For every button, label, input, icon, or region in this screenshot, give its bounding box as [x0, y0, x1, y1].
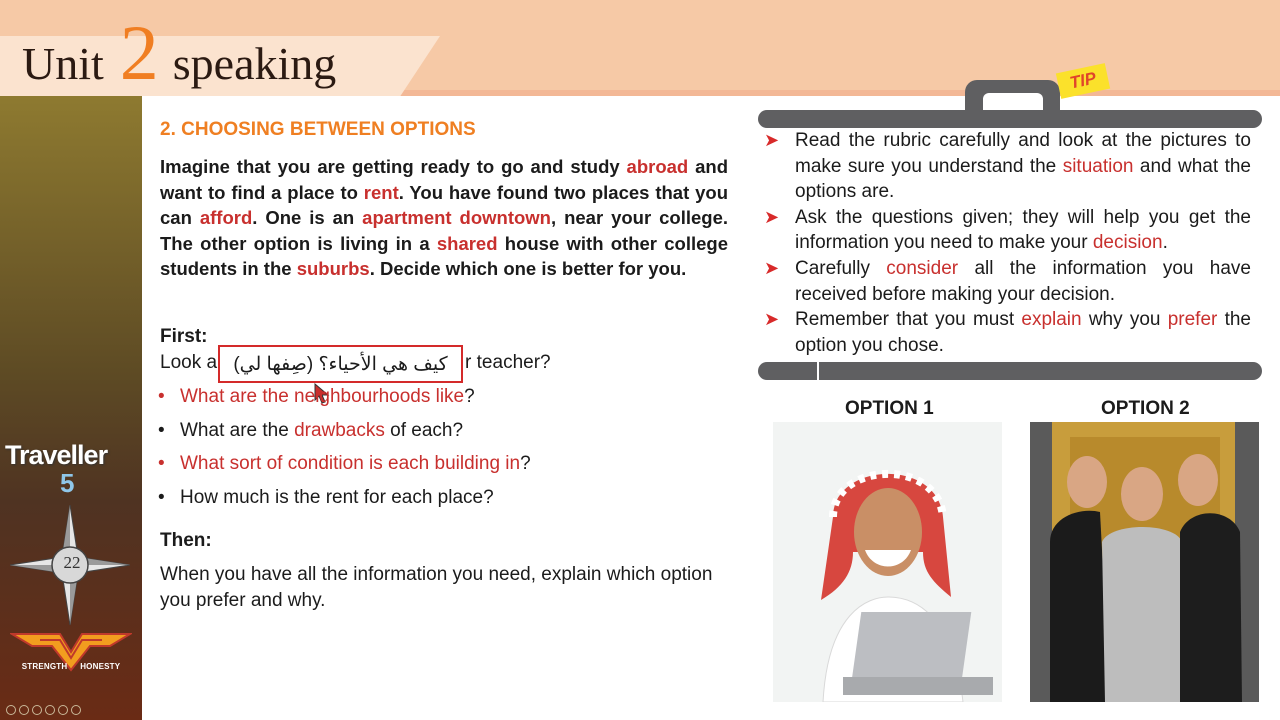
tip-text: Remember that you must	[795, 309, 1022, 331]
tip-highlight: consider	[886, 257, 959, 279]
intro-highlight: rent	[363, 181, 399, 203]
tip-item	[764, 256, 1251, 307]
page-number: 22	[63, 553, 81, 572]
intro-text: Imagine that you are getting ready to go and study	[160, 156, 627, 177]
question-item	[158, 451, 758, 485]
then-text: When you have all the information you need, explain which option you prefer and why.	[160, 564, 713, 611]
bullet-icon: •	[158, 419, 165, 441]
intro-text: house with other college students in the	[160, 232, 728, 280]
tip-highlight: situation	[1062, 155, 1134, 177]
intro-text: and want to find a place to	[160, 156, 728, 203]
arrow-icon: ➤	[764, 257, 780, 278]
tip-text: the option you chose.	[795, 309, 1251, 356]
tip-highlight: prefer	[1167, 309, 1218, 331]
option1-photo	[773, 422, 1002, 702]
intro-text: . One is an	[252, 207, 363, 229]
arrow-icon: ➤	[764, 206, 780, 227]
control-icon[interactable]	[32, 705, 42, 715]
intro-text: . Decide which one is better for you.	[369, 258, 687, 280]
tip-text: Read the rubric carefully and look at the pictures to make sure you understand the	[795, 130, 1251, 177]
question-text: drawbacks	[294, 419, 385, 441]
intro-highlight: afford	[199, 207, 253, 229]
section-title: 2. CHOOSING BETWEEN OPTIONS	[160, 119, 476, 140]
intro-paragraph	[160, 154, 728, 282]
question-text: ?	[520, 453, 531, 475]
tip-text: and what the options are.	[795, 155, 1251, 203]
look-suffix: r teacher?	[465, 352, 551, 373]
bullet-icon: •	[158, 386, 165, 407]
tip-tag: TIP	[1056, 63, 1110, 99]
tip-bottom-bar	[758, 362, 1262, 380]
intro-text: . You have found two places that you can	[160, 181, 728, 229]
control-icon[interactable]	[45, 705, 55, 715]
option1-label: OPTION 1	[845, 398, 934, 419]
student-with-laptop-illustration	[773, 422, 1002, 702]
tip-highlight: decision	[1092, 232, 1163, 254]
tip-item	[764, 128, 1251, 205]
question-text: What are the neighbourhoods like	[180, 386, 465, 407]
unit-number: 2	[119, 9, 159, 96]
three-students-illustration	[1030, 422, 1259, 702]
tip-text: Carefully	[795, 257, 887, 279]
question-text: of each?	[384, 419, 464, 441]
tip-item	[764, 307, 1251, 358]
arabic-translation: كيف هي الأحياء؟ (صِفها لي)	[233, 353, 448, 375]
control-icon[interactable]	[6, 705, 16, 715]
look-prefix: Look a	[160, 352, 218, 373]
motto-left: STRENGTH	[21, 662, 68, 671]
bullet-icon: •	[158, 453, 165, 475]
tip-item	[764, 205, 1251, 256]
tip-text: .	[1162, 232, 1168, 254]
tip-list	[764, 128, 1251, 358]
intro-highlight: abroad	[626, 156, 689, 177]
intro-highlight: apartment downtown	[362, 207, 551, 229]
control-icon[interactable]	[19, 705, 29, 715]
question-text: What are the	[180, 419, 295, 441]
arrow-icon: ➤	[764, 309, 780, 330]
tip-highlight: explain	[1021, 309, 1082, 331]
question-item	[158, 485, 758, 519]
intro-highlight: suburbs	[296, 258, 370, 280]
tip-bar-notch	[817, 362, 819, 380]
sidebar	[0, 96, 142, 720]
tip-text: why you	[1081, 309, 1168, 331]
question-list	[158, 384, 758, 519]
arrow-icon: ➤	[764, 130, 780, 150]
unit-word: Unit	[22, 38, 104, 89]
brand-level: 5	[60, 468, 75, 498]
motto-right: HONESTY	[80, 662, 121, 671]
bullet-icon: •	[158, 487, 165, 509]
tip-text: all the information you have received before making your decision.	[795, 257, 1251, 305]
tip-text: Ask the questions given; they will help you get the information you need to make your	[795, 206, 1251, 254]
question-item	[158, 384, 758, 418]
question-text: ?	[464, 386, 475, 407]
translation-popup[interactable]	[218, 345, 463, 383]
first-heading: First:	[160, 326, 208, 347]
motto	[8, 662, 134, 671]
unit-title	[22, 8, 336, 98]
unit-subject: speaking	[172, 38, 337, 89]
then-heading: Then:	[160, 530, 212, 551]
tip-top-bar	[758, 110, 1262, 128]
intro-text: , near your college. The other option is living in a	[160, 207, 728, 254]
option2-label: OPTION 2	[1101, 398, 1190, 419]
question-text: How much is the rent for each place?	[180, 487, 494, 509]
question-text: What sort of condition is each building in	[180, 453, 521, 475]
intro-highlight: shared	[436, 232, 498, 254]
question-item	[158, 418, 758, 452]
control-icon[interactable]	[71, 705, 81, 715]
control-icon[interactable]	[58, 705, 68, 715]
brand-name: Traveller	[5, 440, 108, 470]
playback-controls[interactable]	[6, 705, 81, 715]
option2-photo	[1030, 422, 1259, 702]
